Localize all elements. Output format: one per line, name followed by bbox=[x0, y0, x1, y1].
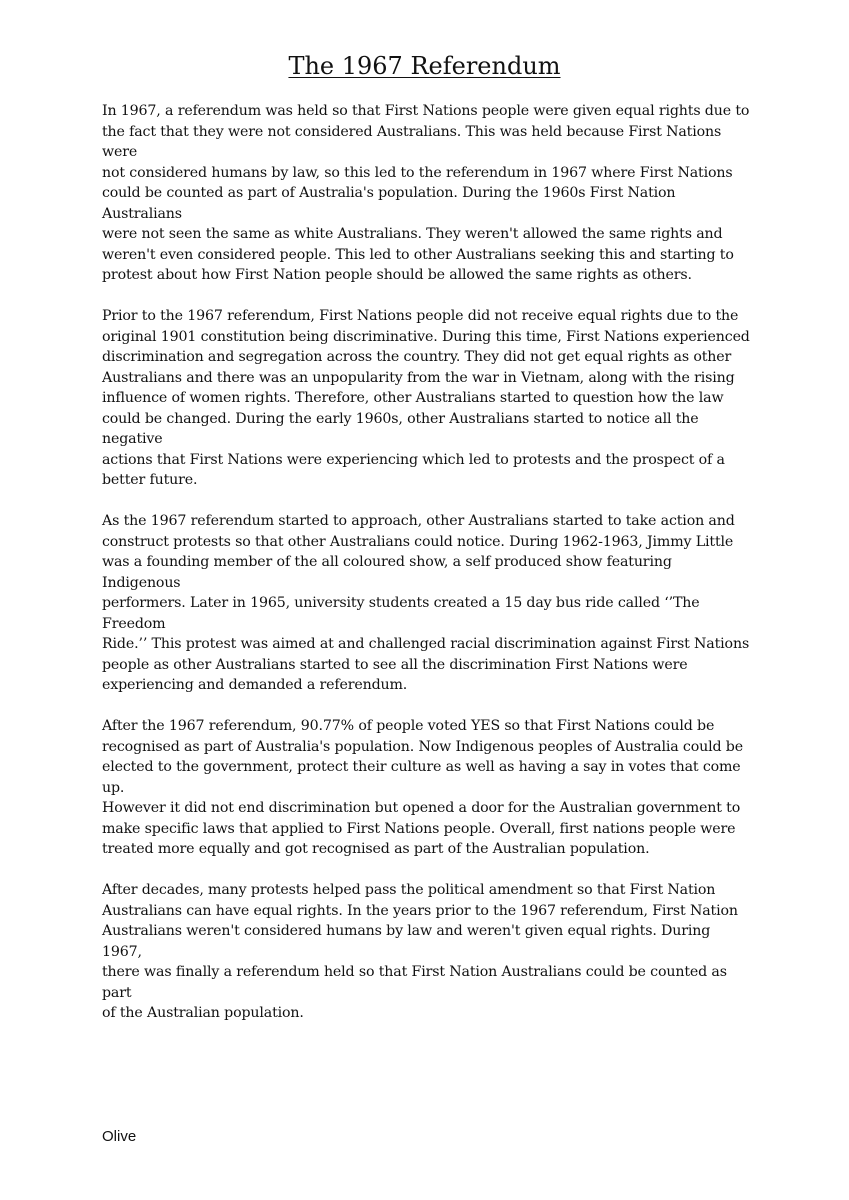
document-title: The 1967 Referendum bbox=[288, 52, 561, 80]
author-name: Olive bbox=[102, 1128, 137, 1145]
paragraph-conclusion: After decades, many protests helped pass the political amendment so that First Nation Australians can have equal rights. In the years prior to the 1967 referendum, First Nation Australians weren't considered humans by law and weren't given equal rights. During 1967, there was finally a referendum held so that First Nation Australians could be counted as part of the Australian population. bbox=[102, 882, 738, 1021]
paragraph-after: After the 1967 referendum, 90.77% of people voted YES so that First Nations could be recognised as part of Australia's population. Now Indigenous peoples of Australia could be elected to the government, protect their culture as well as having a say in votes that come up. However it did not end discrimination but opened a door for the Australian government to make specific laws that applied to First Nations people. Overall, first nations people were treated more equally and got recognised as part of the Australian population. bbox=[102, 718, 743, 857]
paragraph-approach: As the 1967 referendum started to approach, other Australians started to take action and construct protests so that other Australians could notice. During 1962-1963, Jimmy Little was a founding member of the all coloured show, a self produced show featuring Indigenous performers. Later in 1965, university students created a 15 day bus ride called ‘’The Freedom Ride.’’ This protest was aimed at and challenged racial discrimination against First Nations people as other Australians started to see all the discrimination First Nations were experiencing and demanded a referendum. bbox=[102, 513, 750, 693]
paragraph-prior: Prior to the 1967 referendum, First Nations people did not receive equal rights due to the original 1901 constitution being discriminative. During this time, First Nations experienced discrimination and segregation across the country. They did not get equal rights as other Australians and there was an unpopularity from the war in Vietnam, along with the rising influence of women rights. Therefore, other Australians started to question how the law could be changed. During the early 1960s, other Australians started to notice all the negative actions that First Nations were experiencing which led to protests and the prospect of a better future. bbox=[102, 308, 750, 488]
document-body bbox=[102, 101, 750, 1024]
paragraph-intro: In 1967, a referendum was held so that First Nations people were given equal rights due to the fact that they were not considered Australians. This was held because First Nations were not considered humans by law, so this led to the referendum in 1967 where First Nations could be counted as part of Australia's population. During the 1960s First Nation Australians were not seen the same as white Australians. They weren't allowed the same rights and weren't even considered people. This led to other Australians seeking this and starting to protest about how First Nation people should be allowed the same rights as others. bbox=[102, 103, 750, 283]
